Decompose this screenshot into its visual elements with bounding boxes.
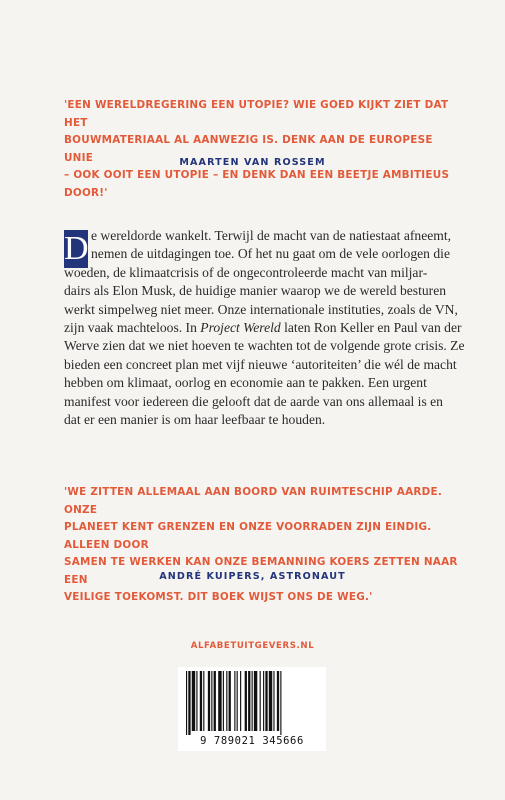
- barcode-bars: [184, 671, 320, 735]
- barcode-bar: [277, 671, 279, 731]
- blurb-line: bieden een concreet plan met vijf nieuwe ‘autoriteiten’ die wél de macht: [64, 356, 457, 372]
- quote-top-attribution: MAARTEN VAN ROSSEM: [179, 157, 326, 168]
- barcode-bar: [188, 671, 190, 735]
- quote-top-line: – OOK OOIT EEN UTOPIE – EN DENK DAN EEN BEETJE AMBITIEUS DOOR!': [64, 169, 450, 199]
- isbn-number: 9 789021 345666: [200, 735, 304, 747]
- barcode: [178, 667, 326, 751]
- quote-bottom-line: SAMEN TE WERKEN KAN ONZE BEMANNING KOERS ZETTEN NAAR EEN: [64, 556, 458, 586]
- barcode-bar: [223, 671, 224, 731]
- barcode-bar: [218, 671, 221, 731]
- blurb-line: werkt simpelweg niet meer. Onze internationale instituties, zoals de VN,: [64, 301, 458, 317]
- quote-top: [64, 97, 459, 202]
- blurb-text: [64, 227, 465, 429]
- barcode-bar: [260, 671, 261, 731]
- barcode-bar: [273, 671, 274, 731]
- barcode-bar: [192, 671, 195, 731]
- blurb-line: hebben om klimaat, oorlog en economie aan te pakken. Een urgent: [64, 375, 427, 391]
- quote-bottom-line: VEILIGE TOEKOMST. DIT BOEK WIJST ONS DE WEG.': [64, 591, 373, 603]
- publisher-url: ALFABETUITGEVERS.NL: [190, 641, 315, 651]
- barcode-bar: [265, 671, 267, 731]
- barcode-bar: [254, 671, 257, 731]
- quote-bottom-line: PLANEET KENT GRENZEN EN ONZE VOORRADEN ZIJN EINDIG. ALLEEN DOOR: [64, 521, 432, 551]
- blurb-line: dairs als Elon Musk, de huidige manier waarop we de wereld besturen: [64, 283, 447, 299]
- barcode-bar: [211, 671, 212, 731]
- barcode-bar: [200, 671, 202, 731]
- barcode-bar: [234, 671, 235, 731]
- barcode-bar: [203, 671, 204, 731]
- blurb-line: Werve zien dat we niet hoeven te wachten tot de volgende grote crisis. Ze: [64, 338, 465, 354]
- blurb-line: e wereldorde wankelt. Terwijl de macht van de natiestaat afneemt,: [91, 228, 452, 243]
- barcode-bar: [229, 671, 231, 731]
- blurb-line: manifest voor iedereen die gelooft dat de aarde van ons allemaal is en: [64, 393, 443, 409]
- book-title: Project Wereld: [200, 319, 281, 335]
- barcode-bar: [237, 671, 238, 731]
- quote-bottom-line: 'WE ZITTEN ALLEMAAL AAN BOORD VAN RUIMTESCHIP AARDE. ONZE: [64, 486, 443, 516]
- drop-cap: D: [64, 230, 89, 267]
- barcode-bar: [248, 671, 250, 731]
- blurb-line-end: laten Ron Keller en Paul van der: [280, 319, 462, 335]
- barcode-bar: [263, 671, 264, 731]
- blurb-line: nemen de uitdagingen toe. Of het nu gaat om de vele oorlogen die: [91, 246, 450, 262]
- quote-top-line: 'EEN WERELDREGERING EEN UTOPIE? WIE GOED KIJKT ZIET DAT HET: [64, 99, 449, 129]
- barcode-bar: [214, 671, 216, 731]
- barcode-bar: [226, 671, 227, 731]
- quote-top-line: BOUWMATERIAAL AL AANWEZIG IS. DENK AAN DE EUROPESE UNIE: [64, 134, 433, 164]
- barcode-bar: [186, 671, 187, 735]
- barcode-bar: [280, 671, 281, 735]
- barcode-bar: [208, 671, 210, 731]
- barcode-bar: [240, 671, 241, 731]
- barcode-bar: [245, 671, 247, 731]
- blurb-line: woeden, de klimaatcrisis of de ongecontroleerde macht van miljar-: [64, 264, 428, 280]
- quote-bottom: [64, 484, 459, 607]
- blurb-line: dat er een manier is om haar leefbaar te houden.: [64, 411, 326, 427]
- barcode-bar: [269, 671, 272, 731]
- blurb-line: [64, 319, 462, 337]
- barcode-bar: [196, 671, 197, 731]
- barcode-bar: [252, 671, 253, 731]
- quote-bottom-attribution: ANDRÉ KUIPERS, ASTRONAUT: [159, 571, 346, 582]
- blurb-line-start: zijn vaak machteloos. In: [64, 319, 201, 335]
